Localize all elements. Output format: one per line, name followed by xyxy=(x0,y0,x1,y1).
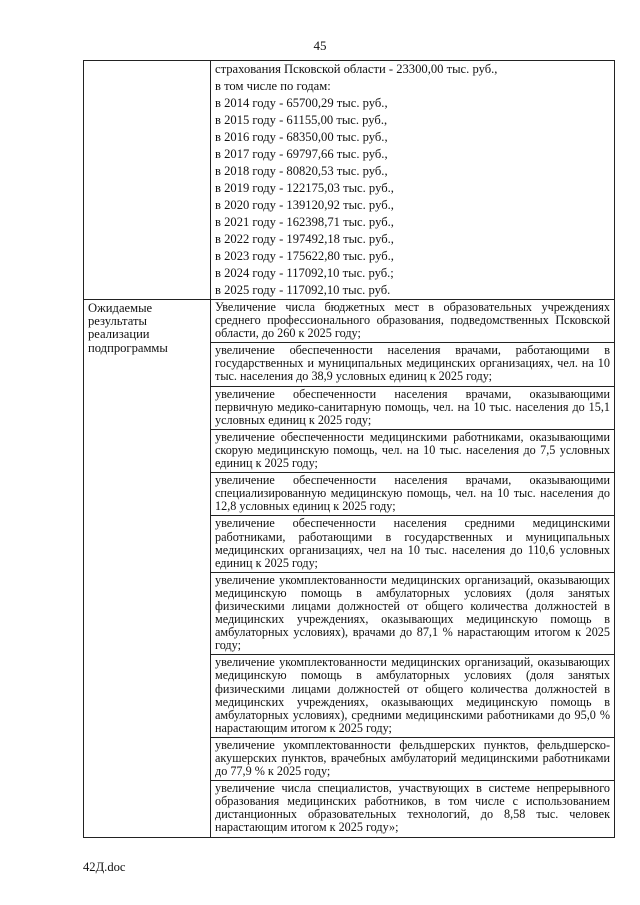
results-cell xyxy=(211,300,615,838)
funding-line: в том числе по годам: xyxy=(215,79,331,93)
funding-line: в 2019 году - 122175,03 тыс. руб., xyxy=(215,181,394,195)
funding-line: в 2021 году - 162398,71 тыс. руб., xyxy=(215,215,394,229)
result-item: увеличение укомплектованности фельдшерских пунктов, фельдшерско-акушерских пунктов, врачебных амбулаторий медицинскими работниками до 77,9 % к 2025 году; xyxy=(211,738,614,781)
funding-line: в 2015 году - 61155,00 тыс. руб., xyxy=(215,113,388,127)
result-item: Увеличение числа бюджетных мест в образовательных учреждениях среднего профессионального образования, подведомственных Псковской области, до 260 к 2025 году; xyxy=(211,300,614,343)
result-item: увеличение укомплектованности медицинских организаций, оказывающих медицинскую помощь в амбулаторных условиях (доля занятых физическими лицами должностей от общего количества должностей в медицинских учреждениях, оказывающих медицинскую помощь в амбулаторных условиях), врачами до 87,1 % нарастающим итогом к 2025 году; xyxy=(211,573,614,656)
funding-line: в 2020 году - 139120,92 тыс. руб., xyxy=(215,198,394,212)
result-item: увеличение обеспеченности населения врачами, работающими в государственных и муниципальных медицинских организациях, чел. на 10 тыс. населения до 38,9 условных единиц к 2025 году; xyxy=(211,343,614,386)
funding-line: в 2016 году - 68350,00 тыс. руб., xyxy=(215,130,388,144)
funding-line: в 2025 году - 117092,10 тыс. руб. xyxy=(215,283,391,297)
funding-line: в 2023 году - 175622,80 тыс. руб., xyxy=(215,249,394,263)
results-label: Ожидаемые результаты реализации подпрограммы xyxy=(84,300,211,838)
result-item: увеличение обеспеченности населения врачами, оказывающими специализированную медицинскую помощь, чел. на 10 тыс. населения до 12,8 условных единиц к 2025 году; xyxy=(211,473,614,516)
funding-label-cell xyxy=(84,61,211,300)
funding-line: в 2017 году - 69797,66 тыс. руб., xyxy=(215,147,388,161)
funding-row xyxy=(84,61,615,300)
results-row xyxy=(84,300,615,838)
result-item: увеличение числа специалистов, участвующих в системе непрерывного образования медицинских работников, в том числе с использованием дистанционных образовательных технологий, до 8,58 тыс. человек нарастающим итогом к 2025 году»; xyxy=(215,781,610,835)
funding-line: в 2018 году - 80820,53 тыс. руб., xyxy=(215,164,388,178)
subprogram-table xyxy=(83,60,615,838)
result-item: увеличение обеспеченности населения средними медицинскими работниками, работающими в государственных и муниципальных медицинских организациях, чел на 10 тыс. населения до 110,6 условных единиц к 2025 году; xyxy=(211,516,614,572)
page-number: 45 xyxy=(313,38,327,53)
funding-line: страхования Псковской области - 23300,00 тыс. руб., xyxy=(215,62,498,76)
result-item: увеличение укомплектованности медицинских организаций, оказывающих медицинскую помощь в амбулаторных условиях (доля занятых физическими лицами должностей от общего количества должностей в медицинских учреждениях, оказывающих медицинскую помощь в амбулаторных условиях), средними медицинскими работниками до 95,0 % нарастающим итогом к 2025 году; xyxy=(211,655,614,738)
funding-cell xyxy=(211,61,615,300)
funding-line: в 2022 году - 197492,18 тыс. руб., xyxy=(215,232,394,246)
funding-line: в 2024 году - 117092,10 тыс. руб.; xyxy=(215,266,394,280)
file-name: 42Д.doc xyxy=(83,860,126,874)
result-item: увеличение обеспеченности медицинскими работниками, оказывающими скорую медицинскую помощь, чел. на 10 тыс. населения до 7,5 условных единиц к 2025 году; xyxy=(211,430,614,473)
funding-line: в 2014 году - 65700,29 тыс. руб., xyxy=(215,96,388,110)
result-item: увеличение обеспеченности населения врачами, оказывающими первичную медико-санитарную помощь, чел. на 10 тыс. населения до 15,1 условных единиц к 2025 году; xyxy=(211,387,614,430)
